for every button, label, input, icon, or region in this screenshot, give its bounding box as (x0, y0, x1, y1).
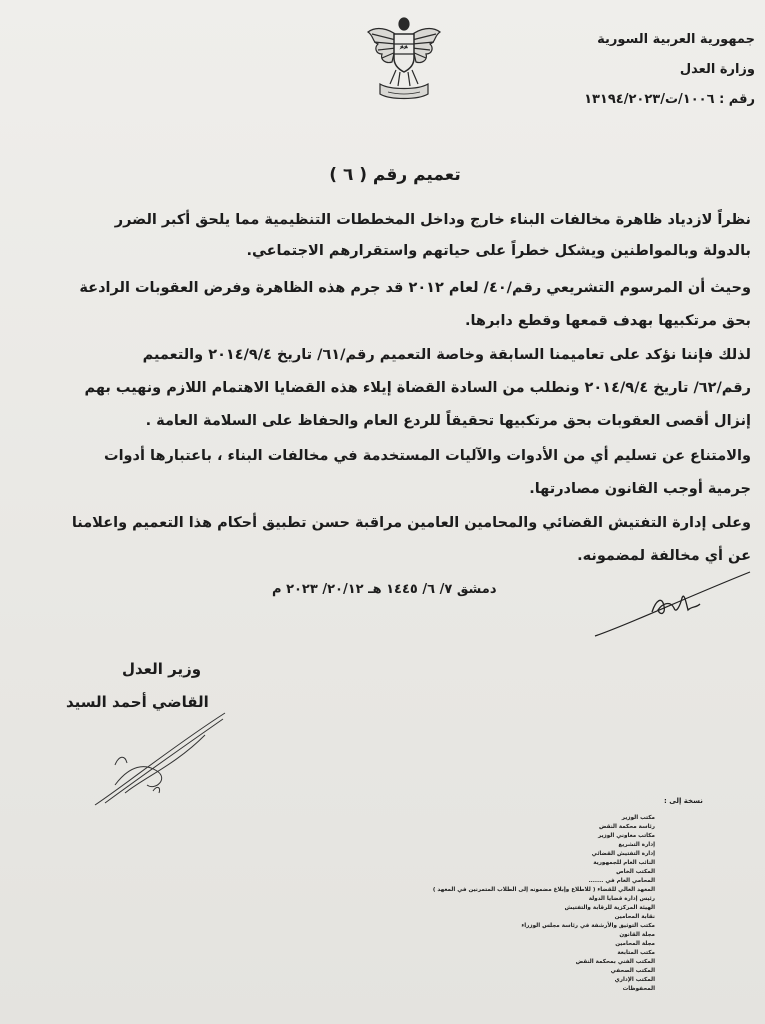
copy-item: النائب العام للجمهورية (593, 860, 655, 866)
copy-item: المكتب الفني بمحكمة النقض (575, 959, 655, 965)
issue-date: دمشق ٧/ ٦/ ١٤٤٥ هـ ٢٠/١٢/ ٢٠٢٣ م (272, 582, 497, 597)
signer-role: وزير العدل (122, 660, 202, 678)
body-line: بالدولة وبالمواطنين ويشكل خطراً على حياتهم واستقرارهم الاجتماعي. (246, 243, 751, 259)
eagle-emblem-icon (366, 14, 442, 102)
copy-item: نقابة المحامين (614, 914, 655, 920)
copy-item: المكتب الخاص (616, 869, 655, 875)
copy-item: المعهد العالي للقضاء ( للاطلاع وإبلاغ مضمونه إلى الطلاب المتمرنين في المعهد ) (432, 887, 655, 893)
copy-item: مكتب التوثيق والأرشفة في رئاسة مجلس الوزراء (521, 923, 655, 929)
copy-item: مجلة المحامين (615, 941, 655, 947)
copy-item: الهيئة المركزية للرقابة والتفتيش (564, 905, 655, 911)
copy-item: مكتب الوزير (621, 815, 655, 821)
copy-item: المحامي العام في ....... (588, 878, 655, 884)
copy-item: مكتب المتابعة (617, 950, 655, 956)
header-ministry: وزارة العدل (679, 62, 755, 77)
copy-item: مكاتب معاوني الوزير (597, 833, 655, 839)
header-ref: رقم : ١٠٠٦/ت/١٣١٩٤/٢٠٢٣ (584, 92, 755, 107)
signer-name: القاضي أحمد السيد (66, 693, 209, 711)
header-republic: جمهورية العربية السورية (597, 32, 755, 47)
copy-item: المكتب الإداري (614, 977, 655, 983)
copy-item: إدارة التشريع (618, 842, 655, 848)
copy-item: إدارة التفتيش القضائي (591, 851, 655, 857)
body-line: لذلك فإننا نؤكد على تعاميمنا السابقة وخاصة التعميم رقم/٦١/ تاريخ ٢٠١٤/٩/٤ والتعميم (142, 347, 751, 363)
body-line: جرمية أوجب القانون مصادرتها. (529, 481, 751, 497)
body-line: نظراً لازدياد ظاهرة مخالفات البناء خارج وداخل المخططات التنظيمية مما يلحق أكبر الضرر (114, 212, 751, 228)
copy-item: مجلة القانون (619, 932, 655, 938)
body-line: وحيث أن المرسوم التشريعي رقم/٤٠/ لعام ٢٠١٢ قد جرم هذه الظاهرة وفرض العقوبات الرادعة (79, 280, 751, 296)
body-line: والامتناع عن تسليم أي من الأدوات والآليات المستخدمة في مخالفات البناء ، باعتبارها أدوات (104, 448, 751, 464)
body-line: بحق مرتكبيها بهدف قمعها وقطع دابرها. (464, 313, 751, 329)
body-line: إنزال أقصى العقوبات بحق مرتكبيها تحقيقاً للردع العام والحفاظ على السلامة العامة . (145, 413, 751, 429)
circular-title: تعميم رقم ( ٦ ) (329, 165, 461, 185)
body-line: عن أي مخالفة لمضمونه. (577, 548, 751, 564)
copy-item: المحفوظات (622, 986, 655, 992)
copy-item: المكتب الصحفي (610, 968, 655, 974)
initials-signature (590, 566, 755, 641)
copy-item: رئيس إدارة قضايا الدولة (588, 896, 655, 902)
copy-to-title: نسخة إلى : (664, 797, 703, 805)
minister-signature (85, 705, 230, 813)
body-line: وعلى إدارة التفتيش القضائي والمحامين العامين مراقبة حسن تطبيق أحكام هذا التعميم واعلامنا (71, 515, 751, 531)
copy-item: رئاسة محكمة النقض (598, 824, 655, 830)
body-line: رقم/٦٢/ تاريخ ٢٠١٤/٩/٤ ونطلب من السادة القضاة إيلاء هذه القضايا الاهتمام اللازم ونهيب بهم (84, 380, 751, 396)
